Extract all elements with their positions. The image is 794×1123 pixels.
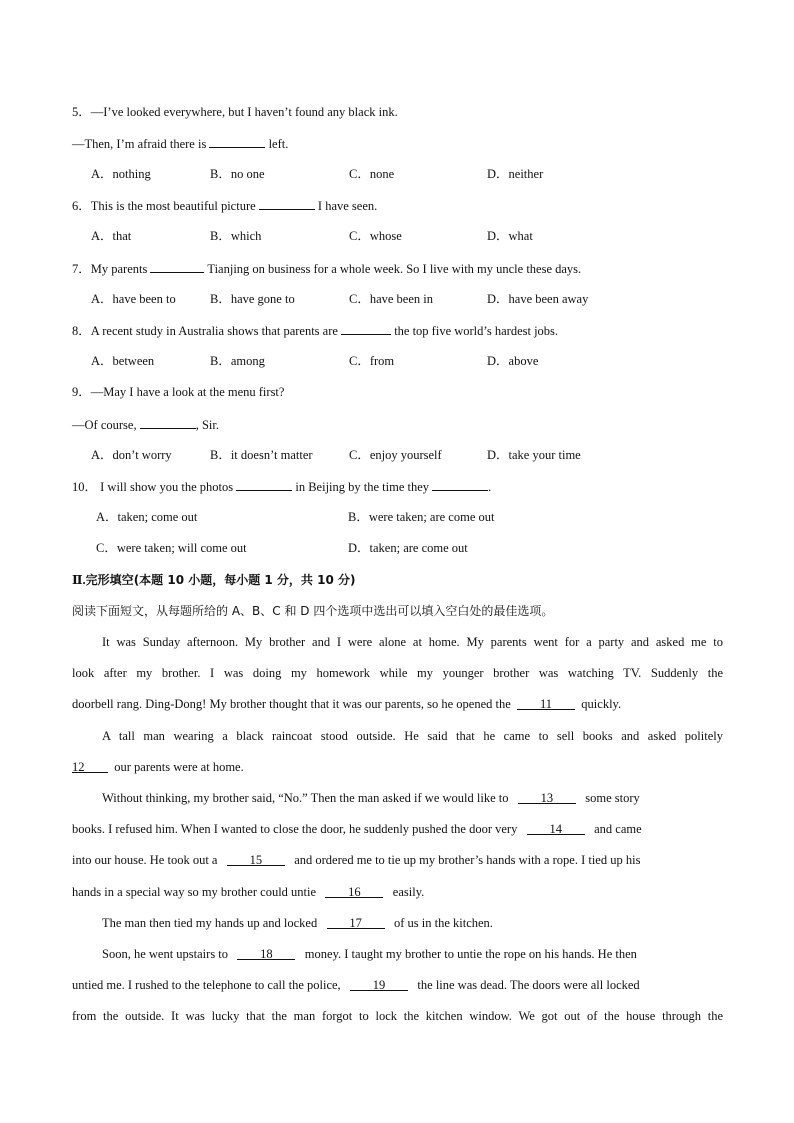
- passage-text: into our house. He took out a: [72, 853, 218, 867]
- section-heading: [72, 572, 355, 588]
- passage-text: hands in a special way so my brother could untie: [72, 885, 317, 899]
- option-b: B．which: [210, 229, 262, 243]
- passage-line-2: look after my brother. I was doing my homework while my younger brother was watching TV. Suddenly the: [72, 666, 723, 680]
- question-text: —May I have a look at the menu first?: [90, 385, 285, 399]
- question-text: This is the most beautiful picture: [90, 199, 259, 213]
- option-d: D．what: [487, 229, 533, 243]
- passage-text: untied me. I rushed to the telephone to call the police,: [72, 978, 341, 992]
- question-8-stem: [72, 322, 558, 339]
- question-number: 8．: [72, 324, 91, 338]
- question-5-stem: [72, 104, 398, 120]
- option-d: D．taken; are come out: [348, 541, 468, 555]
- cloze-blank-16: 16: [325, 885, 383, 898]
- cloze-blank-19: 19: [350, 978, 408, 991]
- passage-line-5: [72, 759, 244, 775]
- question-7-stem: [72, 260, 581, 277]
- option-d: D．above: [487, 354, 539, 368]
- question-number: 10．: [72, 480, 98, 494]
- question-number: 7．: [72, 262, 91, 276]
- option-b: B．have gone to: [210, 292, 295, 306]
- answer-blank: [259, 197, 315, 210]
- option-c: C．whose: [349, 229, 402, 243]
- answer-blank: [140, 416, 196, 429]
- question-text: —I’ve looked everywhere, but I haven’t found any black ink.: [90, 105, 398, 119]
- answer-blank: [341, 322, 391, 335]
- question-text: —Then, I’m afraid there is: [72, 137, 210, 151]
- answer-blank: [236, 478, 292, 491]
- section-detail: (本题 10 小题，每小题 1 分，共 10 分): [133, 573, 356, 587]
- passage-text: some story: [585, 791, 640, 805]
- passage-text: The man then tied my hands up and locked: [102, 916, 318, 930]
- passage-line-12: [72, 977, 640, 993]
- cloze-blank-13: 13: [518, 791, 576, 804]
- option-c: C．have been in: [349, 292, 434, 306]
- cloze-blank-14: 14: [527, 822, 585, 835]
- passage-text: quickly.: [581, 697, 622, 711]
- cloze-blank-15: 15: [227, 853, 285, 866]
- cloze-blank-17: 17: [327, 916, 385, 929]
- question-text: I have seen.: [314, 199, 378, 213]
- option-a: A．have been to: [91, 292, 176, 306]
- option-c: C．from: [349, 354, 395, 368]
- question-text: Tianjing on business for a whole week. So I live with my uncle these days.: [204, 262, 582, 276]
- option-c: C．enjoy yourself: [349, 448, 442, 462]
- option-d: D．take your time: [487, 448, 581, 462]
- answer-blank: [150, 260, 204, 273]
- question-text: I will show you the photos: [100, 480, 237, 494]
- cloze-blank-11: 11: [517, 697, 575, 710]
- cloze-blank-12: 12: [72, 760, 108, 773]
- question-6-stem: [72, 197, 377, 214]
- question-text: My parents: [90, 262, 151, 276]
- option-b: B．it doesn’t matter: [210, 448, 313, 462]
- question-number: 6．: [72, 199, 91, 213]
- passage-text: easily.: [392, 885, 425, 899]
- question-text: in Beijing by the time they: [292, 480, 433, 494]
- passage-line-7: [72, 821, 642, 837]
- question-text: —Of course,: [72, 418, 140, 432]
- passage-text: Soon, he went upstairs to: [102, 947, 229, 961]
- question-9-reply: [72, 416, 219, 433]
- question-text: left.: [265, 137, 289, 151]
- question-text: A recent study in Australia shows that parents are: [90, 324, 342, 338]
- section-title: 完形填空: [85, 573, 134, 587]
- passage-line-3: [72, 696, 621, 712]
- cloze-blank-18: 18: [237, 947, 295, 960]
- question-9-stem: [72, 384, 284, 400]
- passage-line-9: [72, 884, 424, 900]
- section-number: Ⅱ.: [72, 573, 86, 587]
- section-instruction: 阅读下面短文，从每题所给的 A、B、C 和 D 四个选项中选出可以填入空白处的最佳选项。: [72, 604, 554, 618]
- passage-text: of us in the kitchen.: [393, 916, 493, 930]
- passage-line-8: [72, 852, 640, 868]
- question-text: , Sir.: [195, 418, 219, 432]
- question-5-reply: [72, 135, 288, 152]
- option-a: A．nothing: [91, 167, 151, 181]
- answer-blank: [432, 478, 488, 491]
- question-text: the top five world’s hardest jobs.: [391, 324, 559, 338]
- option-c: C．were taken; will come out: [96, 541, 247, 555]
- passage-text: money. I taught my brother to untie the rope on his hands. He then: [304, 947, 637, 961]
- question-number: 9．: [72, 385, 91, 399]
- passage-line-4: A tall man wearing a black raincoat stood outside. He said that he came to sell books and asked politely: [102, 729, 723, 743]
- passage-text: our parents were at home.: [114, 760, 244, 774]
- question-number: 5．: [72, 105, 91, 119]
- option-a: A．that: [91, 229, 132, 243]
- passage-line-10: [102, 915, 493, 931]
- option-d: D．have been away: [487, 292, 589, 306]
- option-c: C．none: [349, 167, 395, 181]
- answer-blank: [209, 135, 265, 148]
- passage-text: and came: [594, 822, 642, 836]
- option-a: A．taken; come out: [96, 510, 198, 524]
- passage-line-13: from the outside. It was lucky that the man forgot to lock the kitchen window. We got out of the house through the: [72, 1009, 723, 1023]
- option-d: D．neither: [487, 167, 544, 181]
- passage-line-11: [102, 946, 637, 962]
- passage-text: the line was dead. The doors were all locked: [417, 978, 640, 992]
- option-b: B．among: [210, 354, 265, 368]
- question-10-stem: [72, 478, 491, 495]
- option-b: B．were taken; are come out: [348, 510, 495, 524]
- passage-text: Without thinking, my brother said, “No.” Then the man asked if we would like to: [102, 791, 509, 805]
- passage-text: books. I refused him. When I wanted to close the door, he suddenly pushed the door very: [72, 822, 518, 836]
- option-a: A．between: [91, 354, 155, 368]
- question-text: .: [488, 480, 492, 494]
- option-b: B．no one: [210, 167, 265, 181]
- passage-text: and ordered me to tie up my brother’s hands with a rope. I tied up his: [294, 853, 641, 867]
- passage-text: doorbell rang. Ding-Dong! My brother thought that it was our parents, so he opened the: [72, 697, 511, 711]
- passage-line-1: It was Sunday afternoon. My brother and I were alone at home. My parents went for a party and asked me to: [102, 635, 723, 649]
- passage-line-6: [102, 790, 640, 806]
- option-a: A．don’t worry: [91, 448, 172, 462]
